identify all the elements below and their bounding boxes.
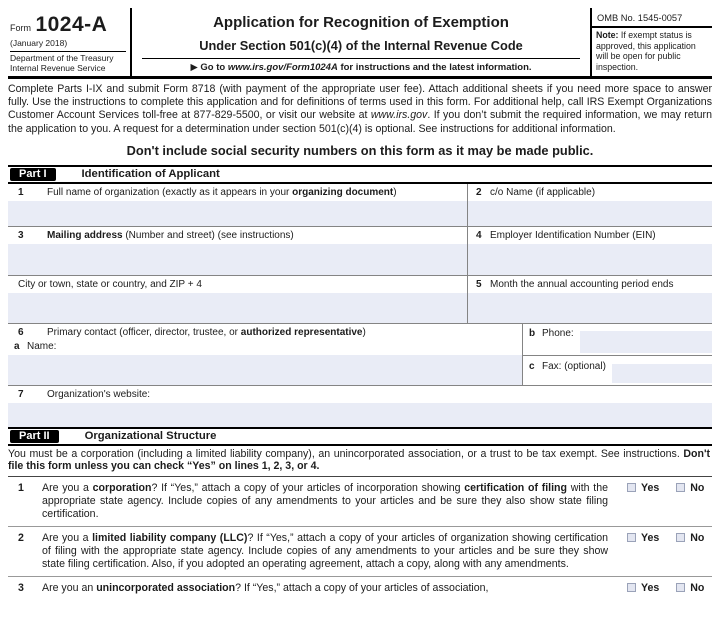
phone-input[interactable] bbox=[580, 331, 712, 353]
mailing-address-label: Mailing address (Number and street) (see instructions) bbox=[47, 229, 294, 241]
website-label: Organization's website: bbox=[47, 388, 151, 400]
part1-header bbox=[8, 165, 712, 184]
question-2-yes bbox=[627, 532, 659, 544]
ssn-privacy-warning: Don't include social security numbers on this form as it may be made public. bbox=[126, 142, 594, 158]
ein-cell bbox=[468, 227, 712, 275]
q2-yes-label: Yes bbox=[641, 532, 660, 544]
line5-number: 5 bbox=[476, 278, 482, 290]
omb-number: OMB No. 1545-0057 bbox=[592, 8, 712, 28]
q1-yes-label: Yes bbox=[641, 482, 660, 494]
full-name-label: Full name of organization (exactly as it appears in your organizing document) bbox=[47, 186, 397, 198]
part2-chip: Part II bbox=[10, 430, 59, 443]
q3-yes-checkbox[interactable] bbox=[627, 583, 636, 592]
question-3-yes bbox=[627, 582, 659, 594]
accounting-month-label: Month the annual accounting period ends bbox=[490, 278, 674, 290]
line1-number: 1 bbox=[18, 186, 24, 198]
ein-input[interactable] bbox=[468, 244, 712, 275]
row-website bbox=[8, 386, 712, 427]
q1-no-label: No bbox=[690, 482, 705, 494]
question-3-no bbox=[676, 582, 704, 594]
title-divider bbox=[142, 58, 580, 59]
form-header bbox=[8, 8, 712, 79]
question-2-number: 2 bbox=[18, 532, 24, 544]
line4-number: 4 bbox=[476, 229, 482, 241]
filing-instructions-paragraph: Complete Parts I-IX and submit Form 8718 (with payment of the appropriate user fee). Attach additional sheets if you need more space to answer fully. Use the instructions to complete this application and for definitions of terms used in this form. For additional help, call IRS Exempt Organizations Customer Account Services toll-free at 877-829-5500, or visit our website at www.irs.gov. If you don’t submit the required information, we may return the application to you. A request for a determination under section 501(c)(4) is optional. See instructions for additional information. bbox=[8, 83, 712, 135]
public-inspection-note: Note: If exempt status is approved, this application will be open for public inspection. bbox=[596, 30, 696, 72]
mailing-address-input[interactable] bbox=[8, 244, 467, 275]
line2-number: 2 bbox=[476, 186, 482, 198]
q1-yes-checkbox[interactable] bbox=[627, 483, 636, 492]
line6-number: 6 bbox=[18, 326, 24, 338]
form-word: Form bbox=[10, 23, 31, 33]
form-title: Application for Recognition of Exemption bbox=[213, 14, 509, 31]
q3-yes-label: Yes bbox=[641, 582, 660, 594]
form-number-line bbox=[10, 13, 126, 37]
goto-instructions-line: ▶ Go to www.irs.gov/Form1024A for instructions and the latest information. bbox=[190, 62, 532, 73]
accounting-month-cell bbox=[468, 276, 712, 323]
full-name-cell bbox=[8, 184, 468, 226]
question-3-number: 3 bbox=[18, 582, 24, 594]
contact-name-label-row bbox=[8, 339, 522, 353]
phone-label: Phone: bbox=[542, 327, 574, 339]
co-name-label: c/o Name (if applicable) bbox=[490, 186, 596, 198]
form-title-block bbox=[132, 8, 590, 76]
form-identity-block bbox=[8, 8, 132, 76]
question-1-yes bbox=[627, 482, 659, 494]
city-input[interactable] bbox=[8, 293, 467, 323]
city-label: City or town, state or country, and ZIP + 4 bbox=[18, 278, 202, 290]
accounting-month-input[interactable] bbox=[468, 293, 712, 323]
line7-number: 7 bbox=[18, 388, 24, 400]
primary-contact-label-row bbox=[8, 324, 522, 339]
question-1-row bbox=[8, 477, 712, 527]
question-3-row bbox=[8, 577, 712, 600]
part2-header bbox=[8, 427, 712, 446]
question-2-no bbox=[676, 532, 704, 544]
q1-no-checkbox[interactable] bbox=[676, 483, 685, 492]
part1-chip: Part I bbox=[10, 168, 56, 181]
ein-label: Employer Identification Number (EIN) bbox=[490, 229, 656, 241]
primary-contact-label: Primary contact (officer, director, trustee, or authorized representative) bbox=[47, 326, 366, 338]
q2-no-checkbox[interactable] bbox=[676, 533, 685, 542]
full-name-input[interactable] bbox=[8, 201, 467, 226]
full-name-label-row bbox=[8, 184, 467, 199]
q2-yes-checkbox[interactable] bbox=[627, 533, 636, 542]
line3-number: 3 bbox=[18, 229, 24, 241]
department-line-1: Department of the Treasury bbox=[10, 53, 114, 63]
row-contact-phone-fax bbox=[8, 324, 712, 386]
row-address-ein bbox=[8, 227, 712, 276]
question-1-no bbox=[676, 482, 704, 494]
contact-name-label: Name: bbox=[27, 340, 57, 352]
line6b-letter: b bbox=[529, 327, 536, 339]
ein-label-row bbox=[468, 227, 712, 242]
question-3-text: Are you an unincorporated association? If “Yes,” attach a copy of your articles of association, bbox=[42, 582, 489, 594]
form-subtitle: Under Section 501(c)(4) of the Internal Revenue Code bbox=[199, 38, 523, 53]
part1-title: Identification of Applicant bbox=[81, 168, 220, 181]
primary-contact-cell bbox=[8, 324, 523, 385]
mailing-address-label-row bbox=[8, 227, 467, 242]
fax-input[interactable] bbox=[612, 364, 712, 383]
phone-fax-cell bbox=[523, 324, 712, 385]
accounting-month-label-row bbox=[468, 276, 712, 291]
form-number: 1024-A bbox=[35, 13, 108, 36]
website-cell bbox=[8, 386, 712, 427]
part2-intro: You must be a corporation (including a limited liability company), an unincorporated association, or a trust to be tax exempt. See instructions. Don't file this form unless you can check “Yes” on lines 1, 2, 3, or 4. bbox=[8, 446, 712, 477]
q2-no-label: No bbox=[690, 532, 705, 544]
q3-no-label: No bbox=[690, 582, 705, 594]
website-input[interactable] bbox=[8, 403, 712, 427]
co-name-cell bbox=[468, 184, 712, 226]
form-revision-date: (January 2018) bbox=[10, 38, 68, 48]
contact-name-input[interactable] bbox=[8, 355, 522, 385]
city-cell bbox=[8, 276, 468, 323]
row-name-co bbox=[8, 184, 712, 227]
phone-cell bbox=[523, 324, 712, 356]
row-city-month bbox=[8, 276, 712, 324]
q3-no-checkbox[interactable] bbox=[676, 583, 685, 592]
line6a-letter: a bbox=[14, 340, 20, 352]
line6c-letter: c bbox=[529, 361, 535, 373]
fax-cell bbox=[523, 356, 712, 385]
header-left-divider bbox=[10, 51, 126, 52]
omb-block bbox=[590, 8, 712, 76]
question-1-text: Are you a corporation? If “Yes,” attach a copy of your articles of incorporation showing certification of filing with the appropriate state agency. Include copies of any amendments to your articles and be sure they also show state filing certification. bbox=[42, 482, 609, 520]
fax-label: Fax: (optional) bbox=[542, 361, 606, 373]
website-label-row bbox=[8, 386, 712, 401]
mailing-address-cell bbox=[8, 227, 468, 275]
co-name-label-row bbox=[468, 184, 712, 199]
question-2-row bbox=[8, 527, 712, 577]
department-line-2: Internal Revenue Service bbox=[10, 62, 106, 73]
co-name-input[interactable] bbox=[468, 201, 712, 226]
part1-grid bbox=[8, 184, 712, 427]
part2-title: Organizational Structure bbox=[84, 430, 217, 443]
question-1-number: 1 bbox=[18, 482, 24, 494]
city-label-row bbox=[8, 276, 467, 291]
question-2-text: Are you a limited liability company (LLC)? If “Yes,” attach a copy of your articles of organization showing certification of filing with the appropriate state agency. Include copies of any amendments to your articles and be sure they show state filing certification. Also, if you adopted an operating agreement, attach a copy, along with any amendments. bbox=[42, 532, 608, 570]
